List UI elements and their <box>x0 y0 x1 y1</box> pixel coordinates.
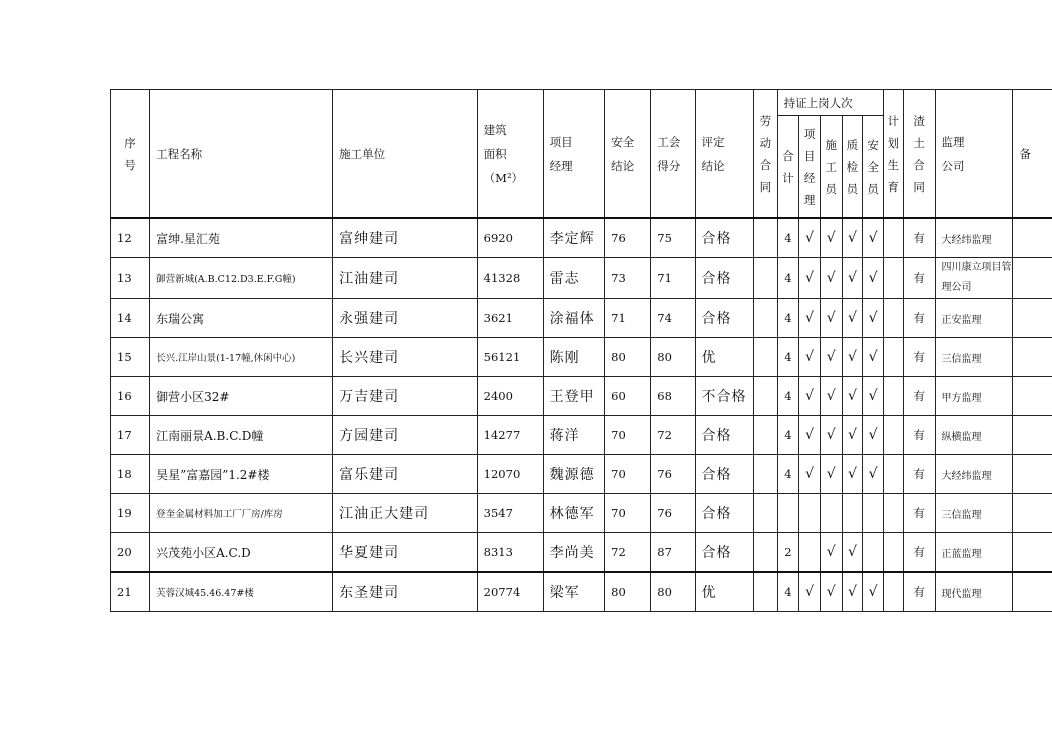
cell-rating: 合格 <box>695 494 754 533</box>
cell-builder: √ <box>820 218 842 258</box>
cell-score: 80 <box>651 572 695 612</box>
cell-score: 71 <box>651 258 695 299</box>
cell-builder: √ <box>820 533 842 573</box>
cell-sup: 四川康立项目管理公司 <box>935 258 1013 299</box>
cell-area: 3621 <box>477 299 543 338</box>
cell-total: 4 <box>777 338 799 377</box>
cell-name: 昊星”富嘉园”1.2#楼 <box>150 455 333 494</box>
cell-builder <box>820 494 842 533</box>
cell-empty <box>883 416 903 455</box>
cell-total: 4 <box>777 258 799 299</box>
cell-safe: √ <box>863 218 884 258</box>
cell-no: 20 <box>111 533 150 573</box>
cell-builder: √ <box>820 299 842 338</box>
header-construction-unit: 施工单位 <box>333 90 478 219</box>
cell-empty <box>883 258 903 299</box>
cell-empty <box>1013 416 1052 455</box>
header-cert-pm: 项 目 经 理 <box>799 116 821 218</box>
cell-sup: 三信监理 <box>935 338 1013 377</box>
cell-unit: 江油建司 <box>333 258 478 299</box>
cell-total <box>777 494 799 533</box>
header-project-name: 工程名称 <box>150 90 333 219</box>
cell-muck: 有 <box>903 455 935 494</box>
cell-manager: 林德军 <box>543 494 605 533</box>
cell-rating: 优 <box>695 338 754 377</box>
cell-unit: 永强建司 <box>333 299 478 338</box>
header-family-planning: 计 划 生 育 <box>883 90 903 219</box>
table-row <box>111 258 1052 299</box>
cell-pm: √ <box>799 416 821 455</box>
cell-empty <box>1013 455 1052 494</box>
cell-total: 4 <box>777 572 799 612</box>
cell-name: 东瑞公寓 <box>150 299 333 338</box>
cell-qc <box>842 494 863 533</box>
cell-area: 3547 <box>477 494 543 533</box>
cell-empty <box>883 572 903 612</box>
cell-manager: 蒋洋 <box>543 416 605 455</box>
cell-pm: √ <box>799 455 821 494</box>
cell-name: 登奎金属材料加工厂厂房/库房 <box>150 494 333 533</box>
cell-unit: 长兴建司 <box>333 338 478 377</box>
cell-empty <box>1013 377 1052 416</box>
cell-rating: 合格 <box>695 533 754 573</box>
cell-rating: 合格 <box>695 218 754 258</box>
cell-qc: √ <box>842 377 863 416</box>
cell-safety: 70 <box>605 455 651 494</box>
cell-safety: 73 <box>605 258 651 299</box>
cell-no: 14 <box>111 299 150 338</box>
cell-muck: 有 <box>903 572 935 612</box>
cell-builder: √ <box>820 258 842 299</box>
cell-builder: √ <box>820 455 842 494</box>
cell-empty <box>754 572 777 612</box>
cell-name: 御营小区32# <box>150 377 333 416</box>
header-union-score: 工会 得分 <box>651 90 695 219</box>
cell-name: 芙蓉汉城45.46.47#楼 <box>150 572 333 612</box>
header-muck-contract: 渣 土 合 同 <box>903 90 935 219</box>
cell-qc: √ <box>842 455 863 494</box>
cell-safe: √ <box>863 377 884 416</box>
cell-safe <box>863 494 884 533</box>
cell-safe: √ <box>863 299 884 338</box>
cell-qc: √ <box>842 338 863 377</box>
cell-manager: 王登甲 <box>543 377 605 416</box>
table-row <box>111 377 1052 416</box>
table-row <box>111 533 1052 573</box>
cell-total: 4 <box>777 218 799 258</box>
cell-muck: 有 <box>903 218 935 258</box>
cell-unit: 万吉建司 <box>333 377 478 416</box>
cell-unit: 富乐建司 <box>333 455 478 494</box>
cell-muck: 有 <box>903 494 935 533</box>
cell-score: 75 <box>651 218 695 258</box>
cell-unit: 江油正大建司 <box>333 494 478 533</box>
cell-empty <box>1013 299 1052 338</box>
cell-no: 19 <box>111 494 150 533</box>
cell-pm <box>799 533 821 573</box>
cell-safe <box>863 533 884 573</box>
cell-builder: √ <box>820 416 842 455</box>
header-remarks: 备 <box>1013 90 1052 219</box>
table-row <box>111 455 1052 494</box>
table-row <box>111 218 1052 258</box>
header-cert-total: 合 计 <box>777 116 799 218</box>
cell-sup: 纵横监理 <box>935 416 1013 455</box>
cell-rating: 不合格 <box>695 377 754 416</box>
cell-rating: 合格 <box>695 455 754 494</box>
table-row <box>111 299 1052 338</box>
cell-empty <box>883 533 903 573</box>
cell-empty <box>1013 258 1052 299</box>
cell-empty <box>754 533 777 573</box>
cell-area: 8313 <box>477 533 543 573</box>
cell-manager: 梁军 <box>543 572 605 612</box>
cell-no: 17 <box>111 416 150 455</box>
cell-empty <box>1013 218 1052 258</box>
cell-qc: √ <box>842 258 863 299</box>
cell-builder: √ <box>820 338 842 377</box>
cell-score: 76 <box>651 494 695 533</box>
cell-pm: √ <box>799 377 821 416</box>
cell-qc: √ <box>842 572 863 612</box>
cell-area: 2400 <box>477 377 543 416</box>
cell-safe: √ <box>863 338 884 377</box>
table-row <box>111 416 1052 455</box>
cell-safety: 70 <box>605 494 651 533</box>
cell-empty <box>1013 572 1052 612</box>
table-row <box>111 338 1052 377</box>
header-rating: 评定 结论 <box>695 90 754 219</box>
header-row-1 <box>111 90 1052 116</box>
cell-no: 12 <box>111 218 150 258</box>
cell-safety: 72 <box>605 533 651 573</box>
header-cert-builder: 施 工 员 <box>820 116 842 218</box>
cell-pm <box>799 494 821 533</box>
cell-safety: 70 <box>605 416 651 455</box>
cell-score: 76 <box>651 455 695 494</box>
cell-no: 21 <box>111 572 150 612</box>
cell-empty <box>754 494 777 533</box>
cell-safe: √ <box>863 572 884 612</box>
cell-rating: 优 <box>695 572 754 612</box>
header-cert-qc: 质 检 员 <box>842 116 863 218</box>
cell-area: 56121 <box>477 338 543 377</box>
cell-muck: 有 <box>903 338 935 377</box>
cell-pm: √ <box>799 299 821 338</box>
header-cert-group: 持证上岗人次 <box>777 90 883 116</box>
header-manager: 项目 经理 <box>543 90 605 219</box>
cell-qc: √ <box>842 299 863 338</box>
inspection-table <box>110 89 1052 612</box>
cell-safety: 76 <box>605 218 651 258</box>
cell-sup: 现代监理 <box>935 572 1013 612</box>
cell-qc: √ <box>842 218 863 258</box>
cell-area: 41328 <box>477 258 543 299</box>
cell-safe: √ <box>863 455 884 494</box>
cell-sup: 正安监理 <box>935 299 1013 338</box>
cell-total: 4 <box>777 377 799 416</box>
cell-sup: 大经纬监理 <box>935 455 1013 494</box>
cell-muck: 有 <box>903 377 935 416</box>
cell-empty <box>883 494 903 533</box>
cell-safety: 71 <box>605 299 651 338</box>
cell-empty <box>883 338 903 377</box>
cell-manager: 陈刚 <box>543 338 605 377</box>
cell-empty <box>883 218 903 258</box>
cell-score: 80 <box>651 338 695 377</box>
cell-pm: √ <box>799 572 821 612</box>
cell-empty <box>754 338 777 377</box>
cell-total: 4 <box>777 455 799 494</box>
cell-pm: √ <box>799 338 821 377</box>
cell-area: 14277 <box>477 416 543 455</box>
cell-muck: 有 <box>903 416 935 455</box>
cell-muck: 有 <box>903 258 935 299</box>
cell-qc: √ <box>842 533 863 573</box>
cell-rating: 合格 <box>695 416 754 455</box>
cell-no: 13 <box>111 258 150 299</box>
cell-empty <box>883 455 903 494</box>
cell-score: 72 <box>651 416 695 455</box>
cell-empty <box>754 299 777 338</box>
cell-unit: 东圣建司 <box>333 572 478 612</box>
cell-area: 20774 <box>477 572 543 612</box>
cell-pm: √ <box>799 218 821 258</box>
cell-manager: 魏源德 <box>543 455 605 494</box>
cell-safe: √ <box>863 416 884 455</box>
cell-pm: √ <box>799 258 821 299</box>
cell-no: 15 <box>111 338 150 377</box>
header-cert-safety: 安 全 员 <box>863 116 884 218</box>
table-row <box>111 572 1052 612</box>
cell-empty <box>754 218 777 258</box>
cell-safe: √ <box>863 258 884 299</box>
cell-no: 18 <box>111 455 150 494</box>
cell-sup: 三信监理 <box>935 494 1013 533</box>
cell-empty <box>883 377 903 416</box>
header-supervision: 监理 公司 <box>935 90 1013 219</box>
cell-name: 富绅.星汇苑 <box>150 218 333 258</box>
header-area: 建筑 面积 （M²） <box>477 90 543 219</box>
cell-unit: 富绅建司 <box>333 218 478 258</box>
cell-muck: 有 <box>903 299 935 338</box>
cell-unit: 华夏建司 <box>333 533 478 573</box>
cell-builder: √ <box>820 572 842 612</box>
cell-empty <box>754 377 777 416</box>
cell-sup: 甲方监理 <box>935 377 1013 416</box>
cell-manager: 雷志 <box>543 258 605 299</box>
cell-manager: 李定辉 <box>543 218 605 258</box>
cell-qc: √ <box>842 416 863 455</box>
cell-name: 兴茂苑小区A.C.D <box>150 533 333 573</box>
cell-manager: 涂福体 <box>543 299 605 338</box>
cell-empty <box>754 455 777 494</box>
cell-name: 江南丽景A.B.C.D幢 <box>150 416 333 455</box>
cell-empty <box>1013 533 1052 573</box>
cell-score: 68 <box>651 377 695 416</box>
cell-area: 6920 <box>477 218 543 258</box>
table-row <box>111 494 1052 533</box>
cell-sup: 大经纬监理 <box>935 218 1013 258</box>
header-labor-contract: 劳 动 合 同 <box>754 90 777 219</box>
cell-total: 4 <box>777 299 799 338</box>
header-safety: 安全 结论 <box>605 90 651 219</box>
cell-sup: 正蓝监理 <box>935 533 1013 573</box>
header-no: 序 号 <box>111 90 150 219</box>
cell-no: 16 <box>111 377 150 416</box>
cell-unit: 方园建司 <box>333 416 478 455</box>
cell-empty <box>1013 338 1052 377</box>
cell-empty <box>754 258 777 299</box>
cell-total: 4 <box>777 416 799 455</box>
cell-empty <box>1013 494 1052 533</box>
cell-area: 12070 <box>477 455 543 494</box>
cell-rating: 合格 <box>695 299 754 338</box>
cell-safety: 80 <box>605 572 651 612</box>
cell-manager: 李尚美 <box>543 533 605 573</box>
cell-rating: 合格 <box>695 258 754 299</box>
cell-empty <box>754 416 777 455</box>
cell-score: 74 <box>651 299 695 338</box>
cell-safety: 80 <box>605 338 651 377</box>
cell-empty <box>883 299 903 338</box>
cell-score: 87 <box>651 533 695 573</box>
cell-name: 御营新城(A.B.C12.D3.E.F.G幢) <box>150 258 333 299</box>
cell-name: 长兴.江岸山景(1-17幢,休闲中心) <box>150 338 333 377</box>
cell-muck: 有 <box>903 533 935 573</box>
cell-total: 2 <box>777 533 799 573</box>
cell-builder: √ <box>820 377 842 416</box>
cell-safety: 60 <box>605 377 651 416</box>
